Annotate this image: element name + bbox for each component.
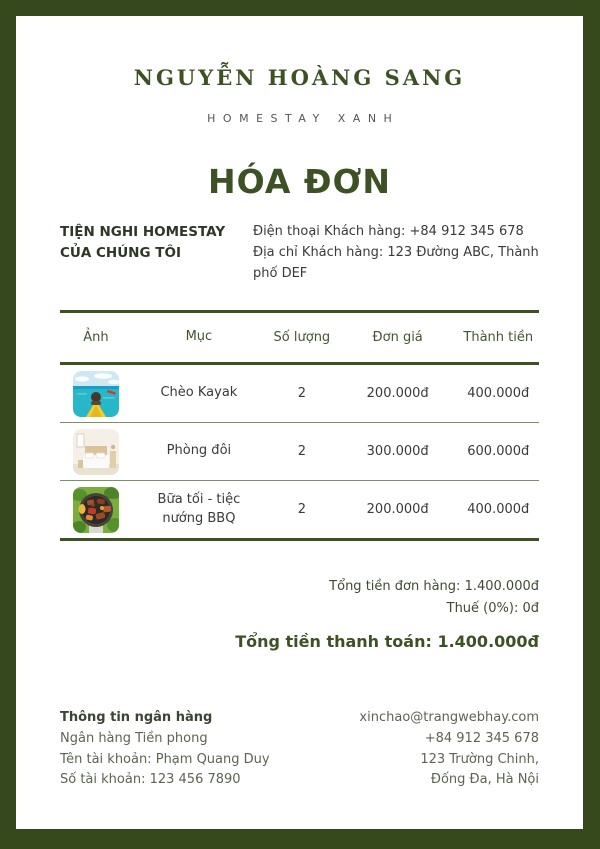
item-quantity: 2 — [297, 444, 307, 459]
tax-line — [235, 598, 539, 620]
column-header-total: Thành tiền — [463, 330, 534, 345]
item-name: Chèo Kayak — [160, 385, 238, 401]
bank-account-number: Số tài khoản: 123 456 7890 — [60, 772, 241, 788]
item-image-cell — [60, 429, 132, 475]
brand-name: NGUYỄN HOÀNG SANG — [133, 65, 466, 90]
invoice-items-table — [60, 310, 539, 541]
invoice-sheet — [16, 16, 583, 829]
item-unit-price: 300.000đ — [366, 444, 429, 459]
item-image-cell — [60, 371, 132, 417]
item-name: Bữa tối - tiệc nướng BBQ — [157, 492, 241, 526]
homestay-amenities-label — [60, 222, 253, 284]
item-unit-price: 200.000đ — [366, 502, 429, 517]
contact-address-line1: 123 Trường Chinh, — [420, 751, 539, 767]
subtotal-label: Tổng tiền đơn hàng: — [329, 579, 461, 594]
table-row — [60, 423, 539, 481]
kayak-photo — [73, 371, 119, 417]
table-row — [60, 481, 539, 541]
subtotal-value: 1.400.000đ — [464, 579, 539, 594]
item-total: 600.000đ — [467, 444, 530, 459]
customer-info-section — [60, 222, 539, 284]
contact-phone: +84 912 345 678 — [424, 730, 539, 746]
item-quantity: 2 — [297, 502, 307, 517]
table-header-row — [60, 310, 539, 365]
bbq-photo — [73, 487, 119, 533]
subtotal-line — [235, 576, 539, 598]
column-header-image: Ảnh — [83, 330, 109, 345]
invoice-title: HÓA ĐƠN — [208, 162, 391, 201]
amenities-label-line2: CỦA CHÚNG TÔI — [60, 244, 181, 261]
customer-phone: Điện thoại Khách hàng: +84 912 345 678 — [253, 224, 524, 239]
bedroom-photo — [73, 429, 119, 475]
item-total: 400.000đ — [467, 386, 530, 401]
brand-tagline: HOMESTAY XANH — [207, 112, 400, 125]
contact-address-line2: Đống Đa, Hà Nội — [430, 772, 539, 788]
contact-info-block — [359, 708, 539, 791]
bank-name: Ngân hàng Tiền phong — [60, 730, 208, 746]
tax-label: Thuế (0%): — [446, 601, 519, 616]
grand-total-value: 1.400.000đ — [437, 632, 539, 651]
column-header-unit-price: Đơn giá — [372, 330, 423, 345]
totals-section — [235, 576, 539, 651]
contact-email: xinchao@trangwebhay.com — [359, 710, 539, 725]
item-quantity: 2 — [297, 386, 307, 401]
column-header-item: Mục — [185, 329, 213, 345]
bank-account-name: Tên tài khoản: Phạm Quang Duy — [60, 751, 270, 767]
bank-info-block — [60, 708, 270, 791]
item-name: Phòng đôi — [166, 443, 232, 459]
item-image-cell — [60, 487, 132, 533]
amenities-label-line1: TIỆN NGHI HOMESTAY — [60, 224, 226, 240]
item-unit-price: 200.000đ — [366, 386, 429, 401]
grand-total-label: Tổng tiền thanh toán: — [235, 632, 432, 651]
item-total: 400.000đ — [467, 502, 530, 517]
table-row — [60, 365, 539, 423]
bank-info-title: Thông tin ngân hàng — [60, 710, 213, 725]
customer-contact-block — [253, 222, 539, 284]
grand-total-line — [235, 632, 539, 651]
tax-value: 0đ — [522, 601, 539, 616]
column-header-quantity: Số lượng — [273, 330, 331, 345]
customer-address: Địa chỉ Khách hàng: 123 Đường ABC, Thành phố DEF — [253, 244, 539, 281]
footer-section — [60, 708, 539, 791]
